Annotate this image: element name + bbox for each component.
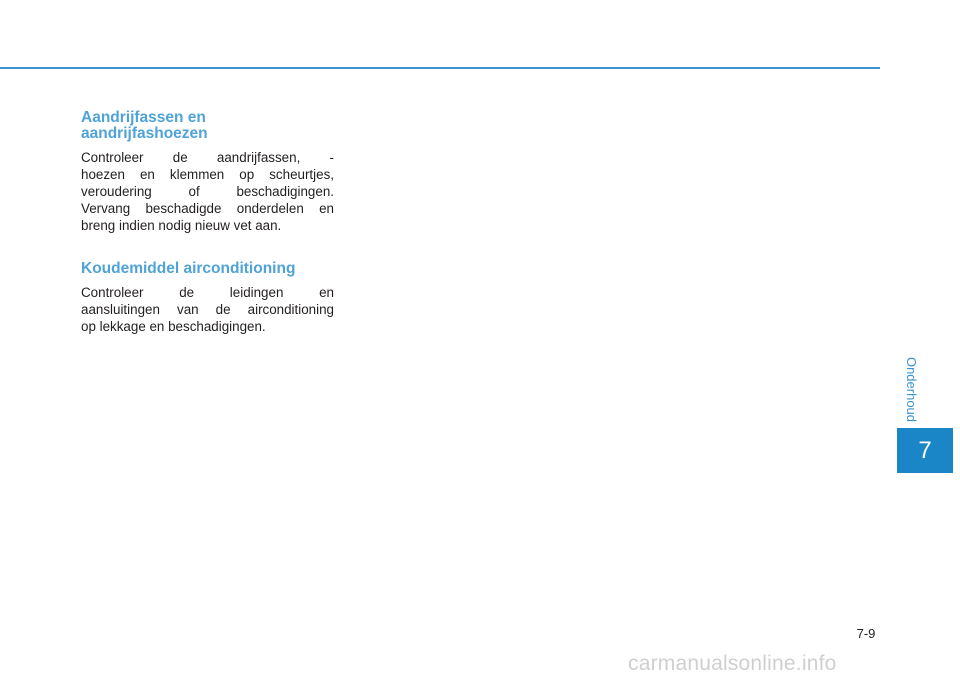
- heading-line: aandrijfashoezen: [81, 125, 208, 142]
- paragraph-line: aansluitingen van de airconditioning: [81, 302, 334, 317]
- section-drive-shafts: [81, 110, 334, 234]
- top-rule: [0, 67, 880, 69]
- paragraph-line: Vervang beschadigde onderdelen en: [81, 201, 334, 216]
- section-refrigerant: [81, 261, 334, 335]
- heading-line: Koudemiddel airconditioning: [81, 260, 296, 277]
- chapter-side-label: [901, 353, 923, 425]
- paragraph-line: veroudering of beschadigingen.: [81, 184, 334, 199]
- chapter-tab: [897, 428, 953, 473]
- paragraph-line: op lekkage en beschadigingen.: [81, 319, 266, 334]
- heading-line: Aandrijfassen en: [81, 109, 206, 126]
- watermark: carmanualsonline.info: [628, 652, 837, 675]
- main-content: [81, 110, 334, 335]
- paragraph-line: Controleer de aandrijfassen, -: [81, 150, 334, 165]
- section-paragraph: [81, 149, 334, 234]
- chapter-title: Onderhoud: [904, 356, 920, 422]
- paragraph-line: Controleer de leidingen en: [81, 285, 334, 300]
- paragraph-line: breng indien nodig nieuw vet aan.: [81, 218, 282, 233]
- chapter-number: 7: [918, 436, 932, 464]
- section-paragraph: [81, 284, 334, 335]
- section-heading: [81, 110, 334, 142]
- page-number: 7-9: [856, 626, 876, 641]
- paragraph-line: hoezen en klemmen op scheurtjes,: [81, 167, 334, 182]
- section-heading: [81, 261, 334, 277]
